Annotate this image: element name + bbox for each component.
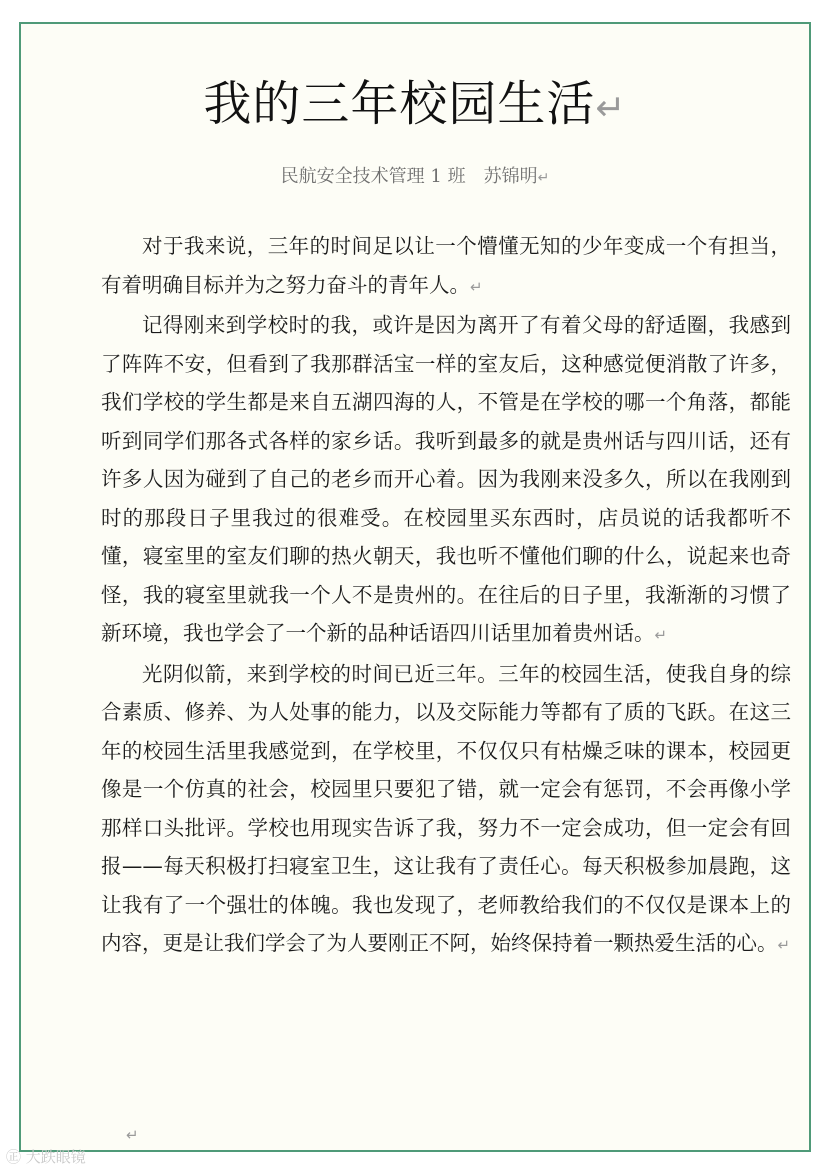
paragraph-mark-icon: ↵ <box>595 88 627 129</box>
paragraph-mark-icon: ↵ <box>537 170 550 186</box>
document-body <box>101 227 791 965</box>
paragraph-text: 对于我来说，三年的时间足以让一个懵懂无知的少年变成一个有担当，有着明确目标并为之努力奋斗的青年人。 <box>101 234 791 297</box>
document-subtitle <box>21 164 809 191</box>
paragraph <box>101 227 791 306</box>
document-title <box>21 76 809 137</box>
document-page <box>19 22 811 1152</box>
paragraph-mark-icon: ↵ <box>126 1126 139 1144</box>
paragraph-mark-icon: ↵ <box>777 936 791 954</box>
paragraph <box>101 306 791 655</box>
subtitle-class: 民航安全技术管理 1 班 <box>280 166 466 187</box>
paragraph-mark-icon: ↵ <box>654 626 668 644</box>
watermark: ㊣ 大跌眼镜 <box>6 1148 86 1166</box>
document-title-text: 我的三年校园生活 <box>203 76 596 132</box>
subtitle-author: 苏锦明 <box>483 166 538 187</box>
paragraph-text: 记得刚来到学校时的我，或许是因为离开了有着父母的舒适圈，我感到了阵阵不安，但看到了我那群活宝一样的室友后，这种感觉便消散了许多，我们学校的学生都是来自五湖四海的人，不管是在学校的哪一个角落，都能听到同学们那各式各样的家乡话。我听到最多的就是贵州话与四川话，还有许多人因为碰到了自己的老乡而开心着。因为我刚来没多久，所以在我刚到时的那段日子里我过的很难受。在校园里买东西时，店员说的话我都听不懂，寝室里的室友们聊的热火朝天，我也听不懂他们聊的什么，说起来也奇怪，我的寝室里就我一个人不是贵州的。在往后的日子里，我渐渐的习惯了新环境，我也学会了一个新的品种话语四川话里加着贵州话。 <box>101 313 791 645</box>
paragraph <box>101 655 791 965</box>
paragraph-mark-icon: ↵ <box>470 277 483 296</box>
paragraph-text: 光阴似箭，来到学校的时间已近三年。三年的校园生活，使我自身的综合素质、修养、为人处事的能力，以及交际能力等都有了质的飞跃。在这三年的校园生活里我感觉到，在学校里，不仅仅只有枯燥乏味的课本，校园更像是一个仿真的社会，校园里只要犯了错，就一定会有惩罚，不会再像小学那样口头批评。学校也用现实告诉了我，努力不一定会成功，但一定会有回报——每天积极打扫寝室卫生，这让我有了责任心。每天积极参加晨跑，这让我有了一个强壮的体魄。我也发现了，老师教给我们的不仅仅是课本上的内容，更是让我们学会了为人要刚正不阿，始终保持着一颗热爱生活的心。 <box>101 661 791 955</box>
